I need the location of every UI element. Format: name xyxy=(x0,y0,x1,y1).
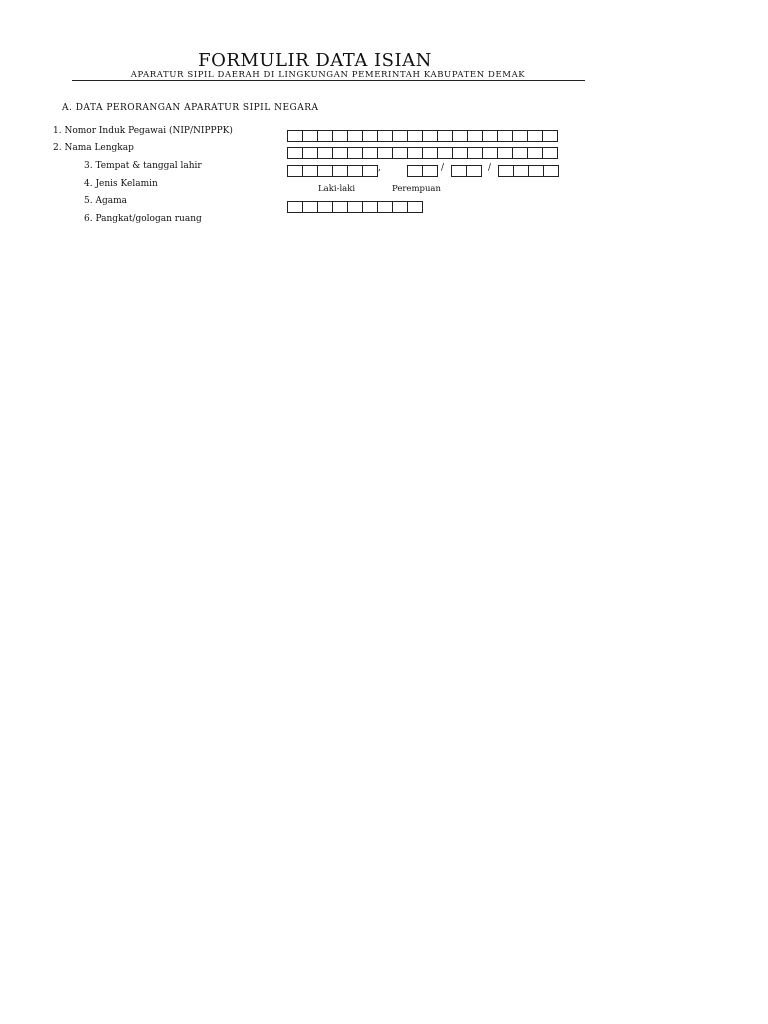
section-a-heading: A. DATA PERORANGAN APARATUR SIPIL NEGARA xyxy=(62,103,319,113)
char-box[interactable] xyxy=(287,130,303,142)
field-nip-label: 1. Nomor Induk Pegawai (NIP/NIPPPK) xyxy=(53,126,233,136)
char-box[interactable] xyxy=(392,201,408,213)
char-box[interactable] xyxy=(466,165,482,177)
char-box[interactable] xyxy=(467,147,483,159)
tempat-lahir-input-boxes[interactable] xyxy=(287,165,378,177)
char-box[interactable] xyxy=(512,130,528,142)
char-box[interactable] xyxy=(513,165,529,177)
char-box[interactable] xyxy=(287,201,303,213)
char-box[interactable] xyxy=(422,130,438,142)
char-box[interactable] xyxy=(317,165,333,177)
form-title: FORMULIR DATA ISIAN xyxy=(198,50,432,71)
tanggal-lahir-year-boxes[interactable] xyxy=(498,165,559,177)
char-box[interactable] xyxy=(512,147,528,159)
char-box[interactable] xyxy=(302,147,318,159)
char-box[interactable] xyxy=(452,147,468,159)
char-box[interactable] xyxy=(362,165,378,177)
char-box[interactable] xyxy=(317,130,333,142)
char-box[interactable] xyxy=(482,130,498,142)
char-box[interactable] xyxy=(332,165,348,177)
char-box[interactable] xyxy=(452,130,468,142)
char-box[interactable] xyxy=(362,147,378,159)
field-pangkat-label: 6. Pangkat/gologan ruang xyxy=(84,214,202,224)
tanggal-lahir-day-boxes[interactable] xyxy=(407,165,438,177)
char-box[interactable] xyxy=(542,147,558,159)
char-box[interactable] xyxy=(362,130,378,142)
char-box[interactable] xyxy=(528,165,544,177)
char-box[interactable] xyxy=(347,147,363,159)
char-box[interactable] xyxy=(317,201,333,213)
char-box[interactable] xyxy=(302,201,318,213)
nip-input-boxes[interactable] xyxy=(287,130,558,142)
char-box[interactable] xyxy=(467,130,483,142)
char-box[interactable] xyxy=(347,201,363,213)
char-box[interactable] xyxy=(302,165,318,177)
char-box[interactable] xyxy=(437,130,453,142)
char-box[interactable] xyxy=(347,130,363,142)
char-box[interactable] xyxy=(377,130,393,142)
char-box[interactable] xyxy=(497,147,513,159)
char-box[interactable] xyxy=(497,130,513,142)
char-box[interactable] xyxy=(317,147,333,159)
char-box[interactable] xyxy=(347,165,363,177)
char-box[interactable] xyxy=(287,147,303,159)
char-box[interactable] xyxy=(498,165,514,177)
form-subtitle: APARATUR SIPIL DAERAH DI LINGKUNGAN PEMERINTAH KABUPATEN DEMAK xyxy=(130,70,526,80)
char-box[interactable] xyxy=(392,130,408,142)
gender-option-female[interactable]: Perempuan xyxy=(392,184,441,194)
char-box[interactable] xyxy=(543,165,559,177)
char-box[interactable] xyxy=(332,201,348,213)
char-box[interactable] xyxy=(437,147,453,159)
char-box[interactable] xyxy=(407,147,423,159)
field-jenis-kelamin-label: 4. Jenis Kelamin xyxy=(84,179,158,189)
char-box[interactable] xyxy=(332,130,348,142)
header-divider xyxy=(72,80,585,81)
char-box[interactable] xyxy=(451,165,467,177)
char-box[interactable] xyxy=(542,130,558,142)
char-box[interactable] xyxy=(377,201,393,213)
field-nama-label: 2. Nama Lengkap xyxy=(53,143,134,153)
char-box[interactable] xyxy=(377,147,393,159)
char-box[interactable] xyxy=(302,130,318,142)
nama-input-boxes[interactable] xyxy=(287,147,558,159)
char-box[interactable] xyxy=(407,130,423,142)
field-ttl-label: 3. Tempat & tanggal lahir xyxy=(84,161,202,171)
gender-option-male[interactable]: Laki-laki xyxy=(318,184,356,194)
agama-input-boxes[interactable] xyxy=(287,201,423,213)
field-agama-label: 5. Agama xyxy=(84,196,127,206)
char-box[interactable] xyxy=(362,201,378,213)
char-box[interactable] xyxy=(287,165,303,177)
ttl-separator-comma: , xyxy=(378,163,381,173)
ttl-separator-slash-1: / xyxy=(441,163,445,173)
tanggal-lahir-month-boxes[interactable] xyxy=(451,165,482,177)
ttl-separator-slash-2: / xyxy=(488,163,492,173)
char-box[interactable] xyxy=(422,165,438,177)
char-box[interactable] xyxy=(527,147,543,159)
char-box[interactable] xyxy=(407,201,423,213)
char-box[interactable] xyxy=(527,130,543,142)
char-box[interactable] xyxy=(422,147,438,159)
char-box[interactable] xyxy=(332,147,348,159)
char-box[interactable] xyxy=(482,147,498,159)
char-box[interactable] xyxy=(392,147,408,159)
char-box[interactable] xyxy=(407,165,423,177)
